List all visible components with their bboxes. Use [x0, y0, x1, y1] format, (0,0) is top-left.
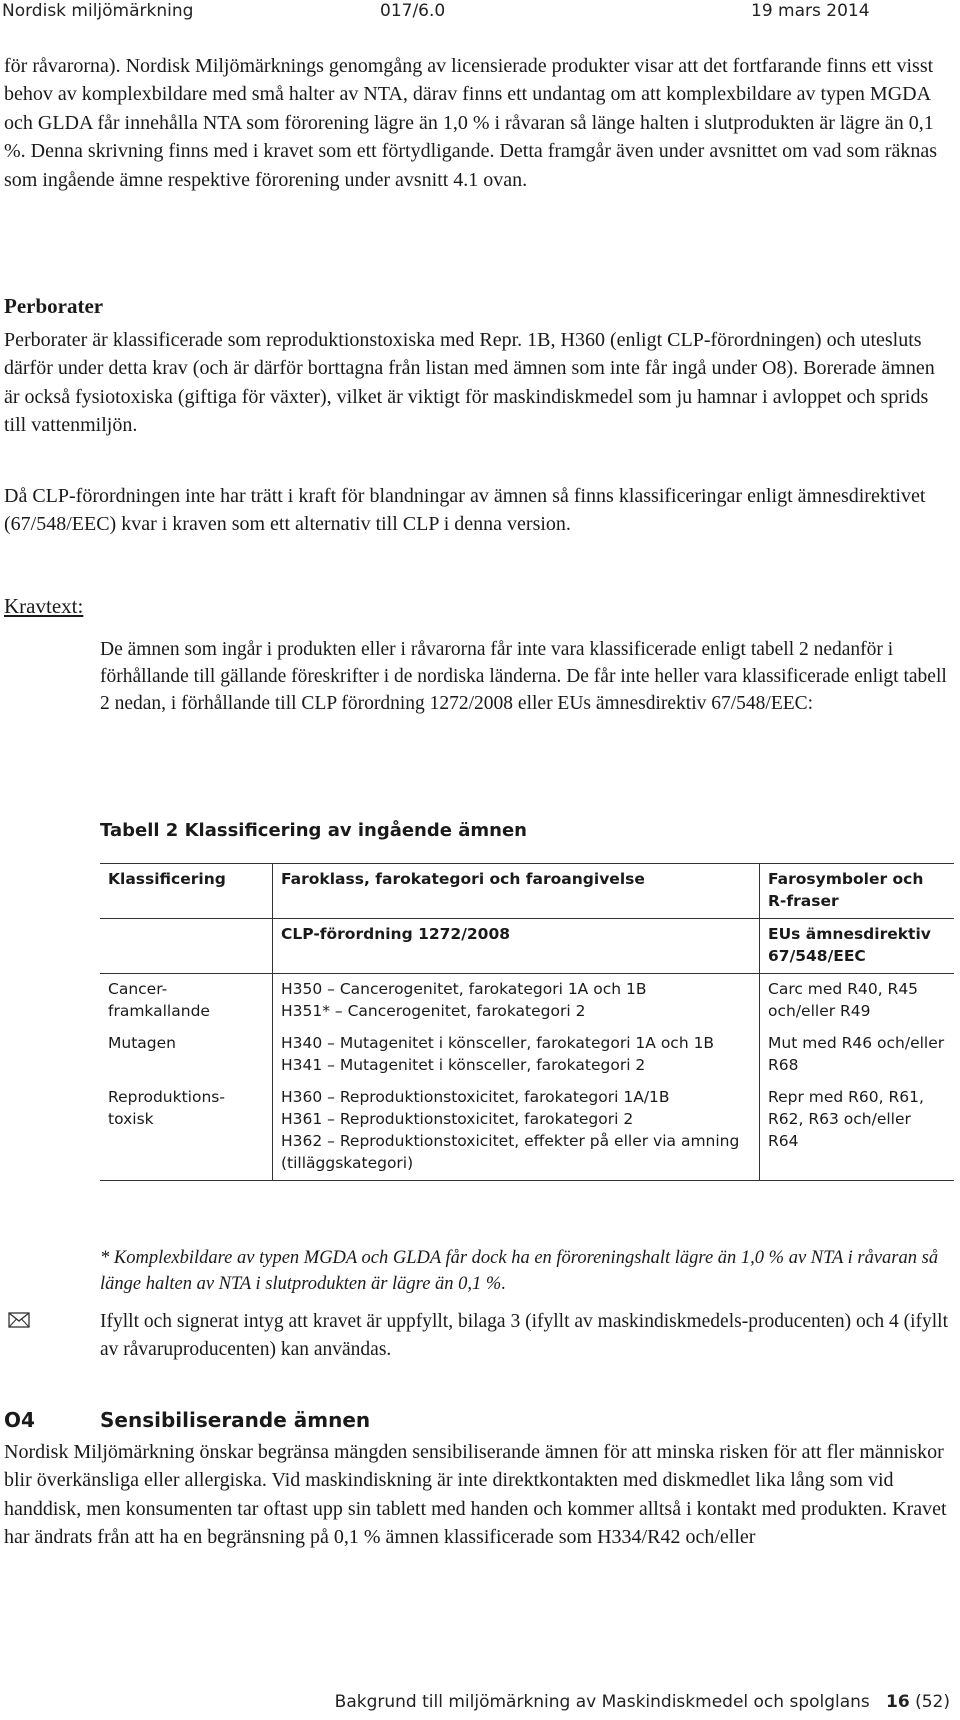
page-header [0, 0, 960, 28]
table-cell-klassificering: Reproduktions-toxisk [100, 1082, 273, 1181]
table-row [100, 974, 954, 1029]
intro-paragraph: för råvarorna). Nordisk Miljömärknings genomgång av licensierade produkter visar att det fortfarande finns ett visst behov av komplexbildare med små halter av NTA, därav finns ett undantag om att komplexbildare av typen MGDA och GLDA får innehålla NTA som förorening lägre än 1,0 % i råvaran så länge halten i slutprodukten är lägre än 0,1 %. Denna skrivning finns med i kravet som ett förtydligande. Detta framgår även under avsnittet om vad som räknas som ingående ämne respektive förorening under avsnitt 4.1 ovan. [4, 55, 938, 191]
table-header-cell: Faroklass, farokategori och faroangivelse [273, 864, 760, 919]
table-row [100, 1028, 954, 1082]
table-footnote: * Komplexbildare av typen MGDA och GLDA får dock ha en föroreningshalt lägre än 1,0 % av NTA i råvaran så länge halten av NTA i slutprodukten är lägre än 0,1 %. [100, 1248, 939, 1294]
table-subheader-cell: EUs ämnesdirektiv 67/548/EEC [760, 919, 955, 974]
hazard-statement: H361 – Reproduktionstoxicitet, farokategori 2 [281, 1110, 634, 1128]
table-cell-clp [273, 1028, 760, 1082]
table-cell-eu: Carc med R40, R45 och/eller R49 [760, 974, 955, 1029]
page-footer [0, 1692, 950, 1712]
section-number: O4 [4, 1408, 35, 1432]
header-org: Nordisk miljömärkning [2, 1, 194, 21]
table-cell-clp [273, 1082, 760, 1181]
table-row [100, 1082, 954, 1181]
classification-table [100, 863, 954, 1181]
kravtext-label: Kravtext: [4, 594, 84, 618]
table-subheader-row [100, 919, 954, 974]
table-header-row [100, 864, 954, 919]
hazard-statement: H360 – Reproduktionstoxicitet, farokategori 1A/1B [281, 1088, 670, 1106]
table-subheader-cell: CLP-förordning 1272/2008 [273, 919, 760, 974]
hazard-statement: H340 – Mutagenitet i könsceller, farokategori 1A och 1B [281, 1034, 715, 1052]
table-header-cell: Farosymboler och R-fraser [760, 864, 955, 919]
table-cell-eu: Mut med R46 och/eller R68 [760, 1028, 955, 1082]
section-title: Sensibiliserande ämnen [100, 1408, 371, 1432]
header-doc-number: 017/6.0 [380, 1, 446, 21]
table-header-cell: Klassificering [100, 864, 273, 919]
footer-page-total: (52) [915, 1692, 950, 1712]
footer-page-number: 16 [886, 1692, 910, 1712]
hazard-statement: H351* – Cancerogenitet, farokategori 2 [281, 1002, 586, 1020]
envelope-icon [8, 1310, 30, 1330]
table-cell-clp [273, 974, 760, 1029]
documentation-text: Ifyllt och signerat intyg att kravet är uppfyllt, bilaga 3 (ifyllt av maskindiskmedels-producenten) och 4 (ifyllt av råvaruproducenten) kan användas. [100, 1311, 949, 1360]
perborater-paragraph: Perborater är klassificerade som reproduktionstoxiska med Repr. 1B, H360 (enligt CLP-förordningen) och utesluts därför under detta krav (och är därför borttagna från listan med ämnen som inte får ingå under O8). Borerade ämnen är också fysiotoxiska (giftiga för växter), vilket är viktigt för maskindiskmedel som ju hamnar i avloppet och sprids till vattenmiljön. [4, 329, 935, 437]
table-cell-klassificering: Mutagen [108, 1034, 176, 1052]
header-date: 19 mars 2014 [751, 1, 870, 21]
table-title: Tabell 2 Klassificering av ingående ämnen [100, 820, 527, 841]
hazard-statement: H350 – Cancerogenitet, farokategori 1A och 1B [281, 980, 647, 998]
hazard-statement: H341 – Mutagenitet i könsceller, farokategori 2 [281, 1056, 646, 1074]
hazard-statement: H362 – Reproduktionstoxicitet, effekter på eller via amning (tilläggskategori) [281, 1132, 740, 1172]
table-subheader-cell [100, 919, 273, 974]
table-cell-eu: Repr med R60, R61, R62, R63 och/eller R64 [760, 1082, 955, 1181]
o4-paragraph: Nordisk Miljömärkning önskar begränsa mängden sensibiliserande ämnen för att minska risken för att fler människor blir överkänsliga eller allergiska. Vid maskindiskning är inte direktkontakten med diskmedlet lika lång som vid handdisk, men konsumenten tar oftast upp sin tablett med handen och kommer alltså i kontakt med produkten. Kravet har ändrats från att ha en begränsning på 0,1 % ämnen klassificerade som H334/R42 och/eller [4, 1441, 947, 1549]
table-cell-klassificering: Cancer-framkallande [108, 980, 210, 1020]
clp-paragraph: Då CLP-förordningen inte har trätt i kraft för blandningar av ämnen så finns klassificeringar enligt ämnesdirektivet (67/548/EEC) kvar i kraven som ett alternativ till CLP i denna version. [4, 485, 926, 536]
perborater-heading: Perborater [4, 294, 104, 318]
kravtext-paragraph: De ämnen som ingår i produkten eller i råvarorna får inte vara klassificerade enligt tabell 2 nedanför i förhållande till gällande föreskrifter i de nordiska länderna. De får inte heller vara klassificerade enligt tabell 2 nedan, i förhållande till CLP förordning 1272/2008 eller EUs ämnesdirektiv 67/548/EEC: [100, 639, 947, 714]
footer-title: Bakgrund till miljömärkning av Maskindiskmedel och spolglans [334, 1692, 870, 1712]
